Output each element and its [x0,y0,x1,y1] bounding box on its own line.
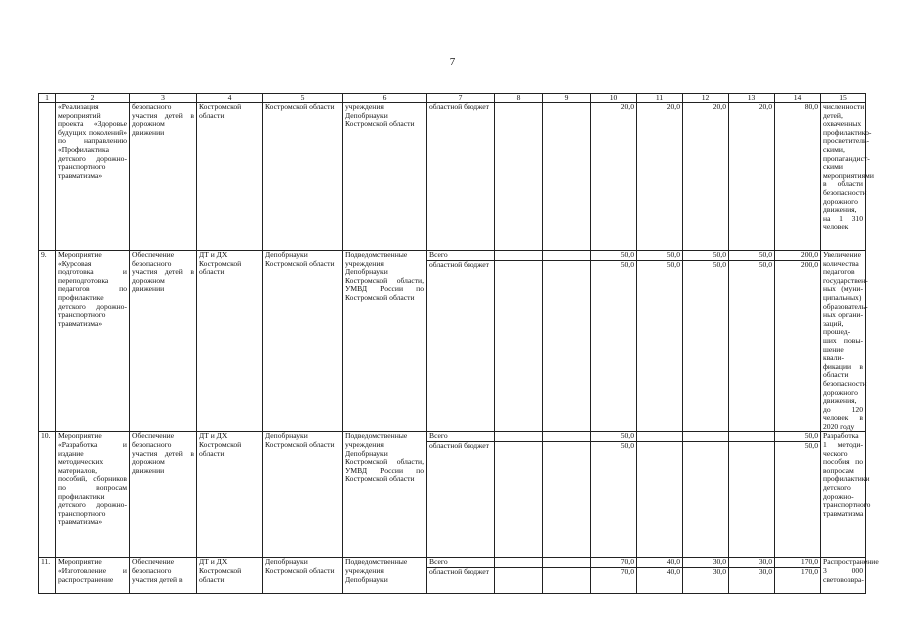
cell-c10 [591,432,637,558]
funding-line [497,103,540,112]
cell-c2: Мероприятие «Курсовая подготовка и переподготовка педагогов по профилактике детского дорожно-транспортного травматизма» [56,251,130,432]
cell-c13 [729,558,775,594]
funding-line [543,441,590,451]
cell-c5: Депобрнауки Костромской области [263,558,343,594]
column-header: 9 [543,94,591,103]
cell-c5: Депобрнауки Костромской области [263,251,343,432]
cell-c11 [637,558,683,594]
funding-line: 170,0 [800,557,818,567]
funding-line: 70,0 [620,557,634,567]
column-header: 13 [729,94,775,103]
cell-c10 [591,103,637,251]
funding-line: 30,0 [758,557,772,567]
cell-c3: безопасного участия детей в дорожном движении [130,103,197,251]
cell-c2: Мероприятие «Разработка и издание методических материалов, пособий, сборников по вопросам профилактики детского дорожно-транспортного травматизма» [56,432,130,558]
table-row [39,432,866,558]
funding-line [543,260,590,270]
cell-c7 [427,103,495,251]
funding-line: Всего [429,250,448,259]
funding-line [497,251,540,260]
column-header: 4 [197,94,263,103]
cell-c7 [427,558,495,594]
funding-line: 40,0 [666,557,680,567]
cell-c1: 11. [39,558,56,594]
table-row [39,103,866,251]
cell-c11 [637,251,683,432]
column-header: 7 [427,94,495,103]
column-header: 12 [683,94,729,103]
funding-line: 30,0 [712,557,726,567]
cell-c3: Обеспечение безопасного участия детей в дорожном движении [130,432,197,558]
cell-c10 [591,251,637,432]
funding-line: 50,0 [758,250,772,259]
cell-c6: Подведомственные учреждения Депобрнауки [343,558,427,594]
table-row [39,251,866,432]
cell-c9 [543,251,591,432]
funding-line: 50,0 [637,260,682,270]
funding-line: областной бюджет [427,567,494,577]
cell-c14 [775,432,821,558]
funding-line [729,441,774,451]
column-header: 8 [495,94,543,103]
cell-c13 [729,103,775,251]
cell-c15: Увеличение количества педагогов государствен-ных (муни-ципальных) образователь-ных органи-заций, прошед-ших повы-шение квали-фикации в области безопасности дорожного движения, до 120 человек в 2020 году [821,251,866,432]
funding-line: 50,0 [804,431,818,441]
cell-c15: численности детей, охваченных профилактико-просветитель-скими, пропагандист-скими мероприятиями в области безопасности дорожного движения, на 1 310 человек [821,103,866,251]
funding-line [639,432,680,441]
funding-line [731,432,772,441]
cell-c4: Костромской области [197,103,263,251]
funding-line: 20,0 [666,102,680,111]
cell-c11 [637,432,683,558]
funding-line: 50,0 [591,441,636,451]
funding-line: 50,0 [683,260,728,270]
cell-c13 [729,432,775,558]
cell-c2: «Реализация мероприятий проекта «Здоровье будущих поколений» по направлению «Профилактика детского дорожно-транспортного травматизма» [56,103,130,251]
cell-c7 [427,251,495,432]
funding-line [495,260,542,270]
cell-c11 [637,103,683,251]
cell-c2: Мероприятие «Изготовление и распространение [56,558,130,594]
funding-line: 30,0 [683,567,728,577]
funding-line: 50,0 [666,250,680,259]
cell-c3: Обеспечение безопасного участия детей в [130,558,197,594]
column-header: 11 [637,94,683,103]
funding-line: 50,0 [591,260,636,270]
cell-c7 [427,432,495,558]
cell-c12 [683,432,729,558]
funding-line: 50,0 [729,260,774,270]
funding-line [637,441,682,451]
funding-line: 200,0 [800,250,818,259]
funding-line: областной бюджет [429,102,489,111]
funding-line [545,103,588,112]
cell-c12 [683,558,729,594]
funding-line: 70,0 [591,567,636,577]
cell-c15: Разработка 1 методи-ческого пособия по вопросам профилактики детского дорожно-транспортного травматизма [821,432,866,558]
cell-c6: Подведомственные учреждения Депобрнауки Костромской области, УМВД России по Костромской области [343,251,427,432]
funding-line [545,251,588,260]
funding-line: 200,0 [775,260,820,270]
column-header: 15 [821,94,866,103]
funding-line [497,558,540,567]
funding-line [545,558,588,567]
column-header: 2 [56,94,130,103]
funding-line: 30,0 [729,567,774,577]
funding-line [545,432,588,441]
column-header: 1 [39,94,56,103]
funding-line: 20,0 [712,102,726,111]
column-header: 14 [775,94,821,103]
table-row [39,558,866,594]
column-header: 3 [130,94,197,103]
cell-c8 [495,251,543,432]
cell-c6: учреждения Депобрнауки Костромской области [343,103,427,251]
funding-line [683,441,728,451]
funding-line [495,441,542,451]
column-header: 5 [263,94,343,103]
cell-c8 [495,558,543,594]
funding-line: областной бюджет [427,441,494,451]
funding-line [495,567,542,577]
cell-c1: 9. [39,251,56,432]
cell-c4: ДТ и ДХ Костромской области [197,432,263,558]
funding-line [543,567,590,577]
cell-c6: Подведомственные учреждения Депобрнауки Костромской области, УМВД России по Костромской области [343,432,427,558]
cell-c4: ДТ и ДХ Костромской области [197,558,263,594]
funding-line [685,432,726,441]
cell-c4: ДТ и ДХ Костромской области [197,251,263,432]
cell-c15: Распространение 3 000 световозвра- [821,558,866,594]
cell-c9 [543,432,591,558]
cell-c8 [495,103,543,251]
cell-c14 [775,103,821,251]
column-header: 10 [591,94,637,103]
cell-c10 [591,558,637,594]
funding-line: 50,0 [775,441,820,451]
funding-line: 40,0 [637,567,682,577]
cell-c14 [775,558,821,594]
funding-line: 50,0 [620,250,634,259]
funding-line: 50,0 [712,250,726,259]
cell-c14 [775,251,821,432]
funding-line: 80,0 [804,102,818,111]
cell-c3: Обеспечение безопасного участия детей в дорожном движении [130,251,197,432]
funding-line: Всего [429,557,448,567]
funding-line: Всего [429,431,448,441]
cell-c13 [729,251,775,432]
page-number: 7 [449,56,456,68]
cell-c12 [683,103,729,251]
funding-line [497,432,540,441]
cell-c8 [495,432,543,558]
cell-c1: 10. [39,432,56,558]
funding-line: 170,0 [775,567,820,577]
cell-c1 [39,103,56,251]
funding-line: 50,0 [620,431,634,441]
funding-line: 20,0 [620,102,634,111]
cell-c5: Депобрнауки Костромской области [263,432,343,558]
cell-c5: Костромской области [263,103,343,251]
cell-c9 [543,103,591,251]
cell-c12 [683,251,729,432]
funding-line: 20,0 [758,102,772,111]
program-table [38,93,879,594]
column-header: 6 [343,94,427,103]
cell-c9 [543,558,591,594]
funding-line: областной бюджет [427,260,494,270]
